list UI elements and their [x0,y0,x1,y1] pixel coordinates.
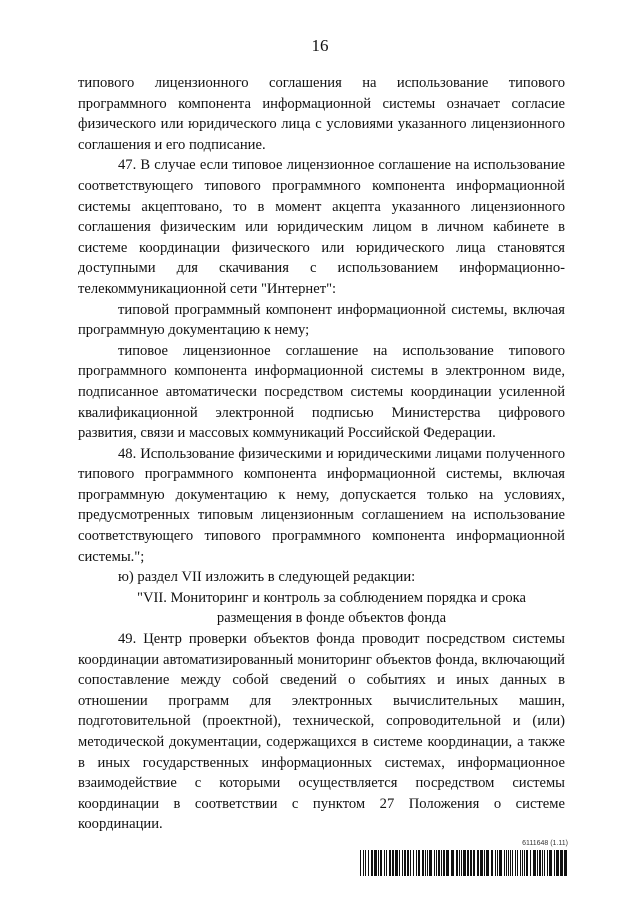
page-number: 16 [311,36,329,55]
paragraph-amendment-intro: ю) раздел VII изложить в следующей редакции: [118,569,416,586]
section-heading: "VII. Мониторинг и контроль за соблюдением порядка и срока размещения в фонде объектов фонда [137,589,526,627]
paragraph-item-49: 49. Центр проверки объектов фонда проводит посредством системы координации автоматизированный мониторинг объектов фонда, включающий сопоставление между собой сведений о событиях и иных данных в отношении программ для электронных вычислительных машин, подготовительной (проектной), технической, сопроводительной и (или) методической документации, содержащихся в системе координации, а также в иных государственных информационных системах, информационное взаимодействие с которыми осуществляется посредством системы координации в соответствии с пунктом 27 Положения о системе координации. [78,631,565,833]
paragraph-continuation: типового лицензионного соглашения на использование типового программного компонента информационной системы означает согласие физического или юридического лица с условиями указанного лицензионного соглашения и его подписание. [78,75,565,153]
paragraph-list-component: типовой программный компонент информационной системы, включая программную документацию к нему; [78,301,565,339]
paragraph-list-agreement: типовое лицензионное соглашение на использование типового программного компонента информационной системы в электронном виде, подписанное автоматически посредством системы координации усиленной квалификационной электронной подписью Министерства цифрового развития, связи и массовых коммуникаций Российской Федерации. [78,342,565,442]
document-barcode-area [360,840,568,880]
document-body [78,73,565,835]
paragraph-item-48: 48. Использование физическими и юридическими лицами полученного типового программного компонента информационной системы, включая программную документацию к нему, допускается только на условиях, предусмотренных типовым лицензионным соглашением на использование соответствующего типового программного компонента информационной системы."; [78,445,565,565]
barcode-code: 6111648 (1.11) [522,840,568,847]
paragraph-item-47: 47. В случае если типовое лицензионное соглашение на использование соответствующего типового программного компонента информационной системы акцептовано, то в момент акцепта указанного лицензионного соглашения физическим или юридическим лицом в личном кабинете в системе координации физического или юридического лица становятся доступными для скачивания с использованием информационно-телекоммуникационной сети "Интернет": [78,157,565,297]
barcode-icon [360,850,568,876]
